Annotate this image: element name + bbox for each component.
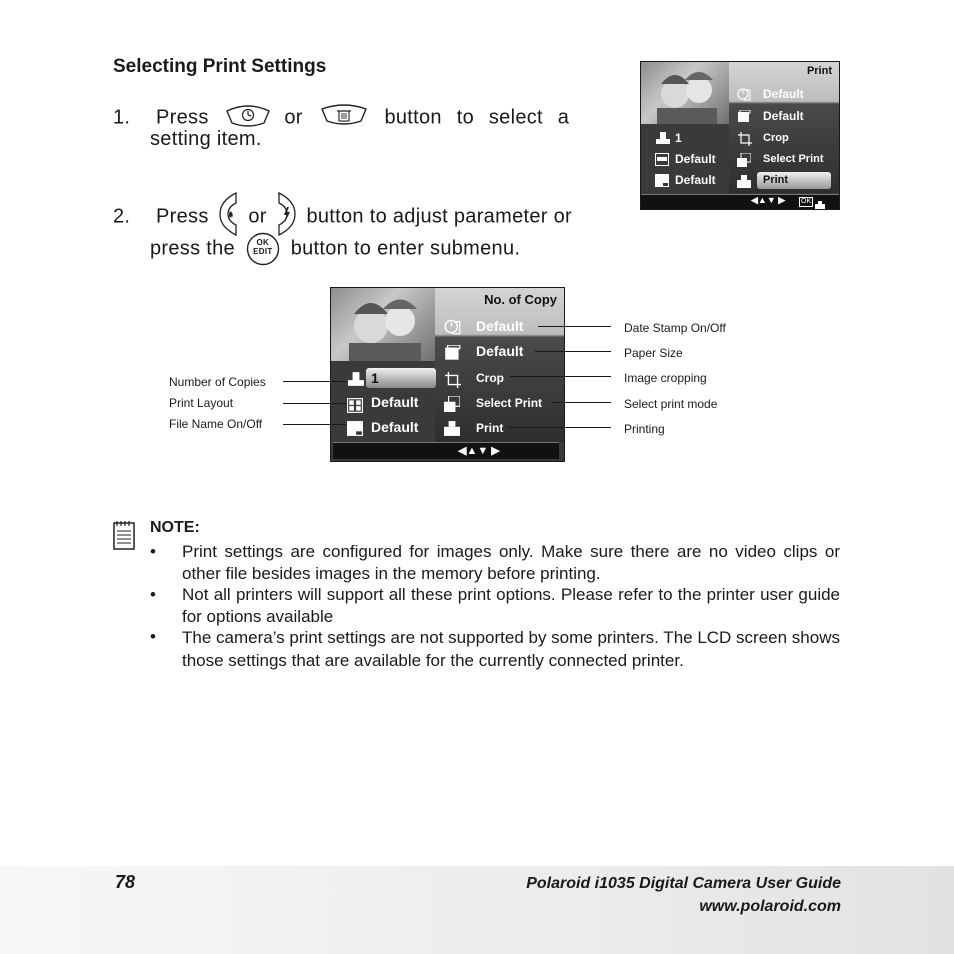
lcd-small-print-label: Print [763, 174, 789, 186]
lcd-large-copies-value: 1 [371, 370, 379, 386]
callout-line [283, 424, 346, 425]
callout-print-layout: Print Layout [169, 396, 234, 410]
lcd-large-paper-size-value: Default [476, 343, 524, 359]
lcd-large-layout-value: Default [371, 394, 419, 410]
note-text: Not all printers will support all these print options. Please refer to the printer user guide for options available [182, 585, 840, 626]
note-text: The camera’s print settings are not supported by some printers. The LCD screen shows those settings that are available for the currently connected printer. [182, 628, 840, 670]
callout-line [283, 381, 346, 382]
note-text: Print settings are configured for images only. Make sure there are no video clips or other file besides images in the memory before printing. [182, 542, 840, 583]
note-item [150, 584, 840, 627]
bullet: • [150, 627, 156, 646]
lcd-small-select-print-label: Select Print [763, 153, 824, 165]
print-layout-icon [655, 153, 669, 171]
callout-select-print-mode: Select print mode [624, 397, 718, 411]
callout-line [552, 402, 611, 403]
step-2-or: or [248, 205, 267, 228]
callout-date-stamp: Date Stamp On/Off [624, 321, 726, 335]
bullet: • [150, 542, 156, 561]
edit-label: EDIT [253, 247, 273, 256]
page-number: 78 [115, 872, 136, 892]
ok-edit-button-icon [245, 232, 281, 266]
copies-icon [656, 131, 670, 150]
note-title: NOTE: [150, 519, 200, 536]
step-2-number: 2. [113, 205, 131, 228]
file-name-icon [655, 174, 669, 192]
step-2-enter-submenu: button to enter submenu. [290, 237, 521, 260]
footer-guide [526, 872, 841, 918]
lcd-print-menu-large [330, 287, 565, 462]
crop-icon [445, 372, 461, 393]
callout-file-name: File Name On/Off [169, 417, 263, 431]
footer-title: Polaroid i1035 Digital Camera User Guide [526, 875, 841, 892]
callout-printing: Printing [624, 422, 665, 436]
callout-line [538, 326, 611, 327]
step-2-press: Press [156, 205, 209, 228]
lcd-small-status-bar [641, 194, 839, 209]
step-1-line-2: setting item. [150, 128, 262, 150]
nav-arrows: ◀▲▼ ▶ [458, 445, 500, 457]
date-stamp-icon [444, 318, 461, 340]
lcd-large-select-print-label: Select Print [476, 396, 543, 410]
lcd-large-crop-label: Crop [476, 371, 504, 385]
file-name-icon [347, 421, 363, 441]
date-stamp-icon [737, 87, 751, 106]
printer-icon [737, 175, 751, 193]
lcd-small-date-stamp-value: Default [763, 87, 804, 101]
step-1-rest: button to select a [384, 106, 570, 129]
footer-url: www.polaroid.com [699, 898, 841, 915]
lcd-print-menu-small [640, 61, 840, 210]
callout-paper-size: Paper Size [624, 346, 683, 360]
bullet: • [150, 585, 156, 604]
copies-icon [348, 371, 364, 392]
ok-label: OK [256, 238, 270, 247]
lcd-small-filename-value: Default [675, 173, 716, 187]
callout-line [283, 403, 346, 404]
print-layout-icon [347, 398, 363, 418]
callout-image-cropping: Image cropping [624, 371, 707, 385]
callout-line [535, 351, 611, 352]
step-2-line-2 [150, 232, 520, 266]
note-icon [113, 520, 135, 555]
paper-size-icon [737, 110, 751, 128]
step-1-number: 1. [113, 106, 131, 129]
lcd-large-print-label: Print [476, 421, 504, 435]
step-2-rest: button to adjust parameter or [306, 205, 572, 228]
ok-box: OK [801, 198, 812, 205]
lcd-large-filename-value: Default [371, 419, 419, 435]
delete-button-icon [319, 103, 369, 133]
select-print-icon [737, 153, 751, 172]
callout-number-of-copies: Number of Copies [169, 375, 266, 389]
nav-arrows: ◀▲▼ ▶ [751, 195, 786, 205]
lcd-large-date-stamp-value: Default [476, 318, 524, 334]
step-2-press-the: press the [150, 237, 235, 260]
printer-small-icon [815, 197, 825, 210]
lcd-small-crop-label: Crop [763, 132, 789, 144]
callout-line [510, 376, 611, 377]
step-1-or: or [284, 106, 303, 129]
note-item [150, 626, 840, 672]
note-item [150, 541, 840, 584]
step-1-press: Press [156, 106, 209, 129]
callout-line [508, 427, 611, 428]
lcd-large-status-bar [333, 442, 559, 459]
printer-icon [444, 421, 460, 441]
lcd-small-copies-value: 1 [675, 131, 682, 145]
crop-icon [738, 132, 752, 151]
photo-thumbnail [641, 62, 729, 124]
select-print-icon [444, 396, 460, 417]
section-heading: Selecting Print Settings [113, 56, 327, 77]
photo-thumbnail [331, 288, 435, 361]
lcd-small-header: Print [806, 65, 832, 77]
lcd-small-layout-value: Default [675, 152, 716, 166]
lcd-small-paper-size-value: Default [763, 109, 804, 123]
paper-size-icon [444, 345, 461, 366]
lcd-large-header: No. of Copy [484, 292, 557, 307]
